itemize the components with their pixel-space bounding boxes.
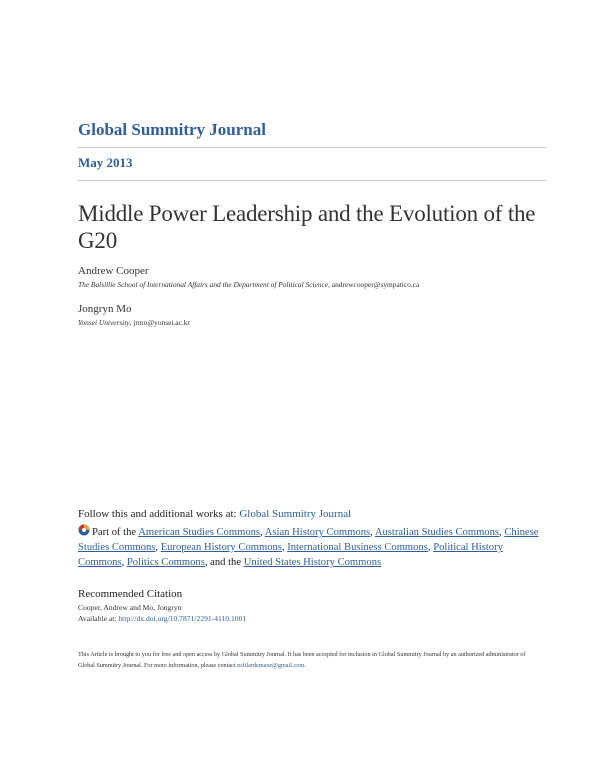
follow-journal-link[interactable]: Global Summitry Journal: [239, 508, 352, 520]
commons-link-politics[interactable]: Politics Commons: [126, 557, 205, 568]
network-commons-icon: [78, 524, 90, 536]
author-email[interactable]: andrewcooper@sympatico.ca: [331, 280, 420, 289]
commons-link-political-history[interactable]: Political History Commons: [78, 542, 503, 568]
journal-title[interactable]: Global Summitry Journal: [78, 120, 266, 139]
citation-text: Cooper, Andrew and Mo, Jongryn: [78, 603, 182, 612]
affiliation-text: Yonsei University: [78, 318, 130, 327]
citation-available: [78, 614, 246, 625]
recommended-citation-heading: Recommended Citation: [78, 588, 183, 600]
part-of-prefix: Part of the: [92, 527, 137, 538]
author-affiliation: The Balsillie School of International Affairs and the Department of Political Science, andrewcooper@sympatico.ca: [78, 280, 420, 289]
follow-prefix: Follow this and additional works at:: [78, 508, 237, 520]
author-name[interactable]: Andrew Cooper: [78, 265, 149, 277]
commons-link-american-studies[interactable]: American Studies Commons: [138, 527, 261, 538]
and-the-text: and the: [210, 557, 242, 568]
access-footer: This Article is brought to you for free and open access by Global Summitry Journal. It has been accepted for inclusion in Global Summitry Journal by an authorized administrator of Global Summitry Journal. For more information, please contact nsfilardemaxe@gmail.com.: [78, 651, 526, 669]
divider-top: [78, 147, 546, 148]
affiliation-text: The Balsillie School of International Affairs and the Department of Political Science: [78, 280, 329, 289]
follow-line: [78, 508, 351, 520]
author-affiliation: Yonsei University, jrmo@yonsei.ac.kr: [78, 318, 190, 327]
citation-body: [78, 603, 246, 624]
divider-bottom: [78, 180, 546, 181]
author-name[interactable]: Jongryn Mo: [78, 303, 132, 315]
issue-date[interactable]: May 2013: [78, 155, 133, 170]
contact-email-link[interactable]: nsfilardemaxe@gmail.com: [237, 661, 305, 669]
commons-link-asian-history[interactable]: Asian History Commons: [264, 527, 371, 538]
doi-link[interactable]: http://dx.doi.org/10.7871/2291-4110.1001: [118, 613, 247, 623]
commons-link-chinese-studies[interactable]: Chinese Studies Commons: [78, 527, 539, 553]
part-of-commons: Part of the American Studies Commons, Asian History Commons, Australian Studies Commons, Chinese Studies Commons, European History Commons, International Business Commons, Political History Commons, Politics Commons, and the United States History Commons: [78, 524, 548, 570]
commons-link-australian-studies[interactable]: Australian Studies Commons: [374, 527, 500, 538]
author-email[interactable]: jrmo@yonsei.ac.kr: [133, 318, 190, 327]
commons-link-us-history[interactable]: United States History Commons: [243, 557, 382, 568]
available-prefix: Available at:: [78, 613, 117, 623]
footer-text: This Article is brought to you for free and open access by Global Summitry Journal. It has been accepted for inclusion in Global Summitry Journal by an authorized administrator of Global Summitry Journal. For more information, please contact: [78, 651, 526, 669]
article-title[interactable]: Middle Power Leadership and the Evolution of the G20: [78, 201, 536, 253]
commons-link-international-business[interactable]: International Business Commons: [287, 542, 428, 553]
commons-link-european-history[interactable]: European History Commons: [160, 542, 282, 553]
